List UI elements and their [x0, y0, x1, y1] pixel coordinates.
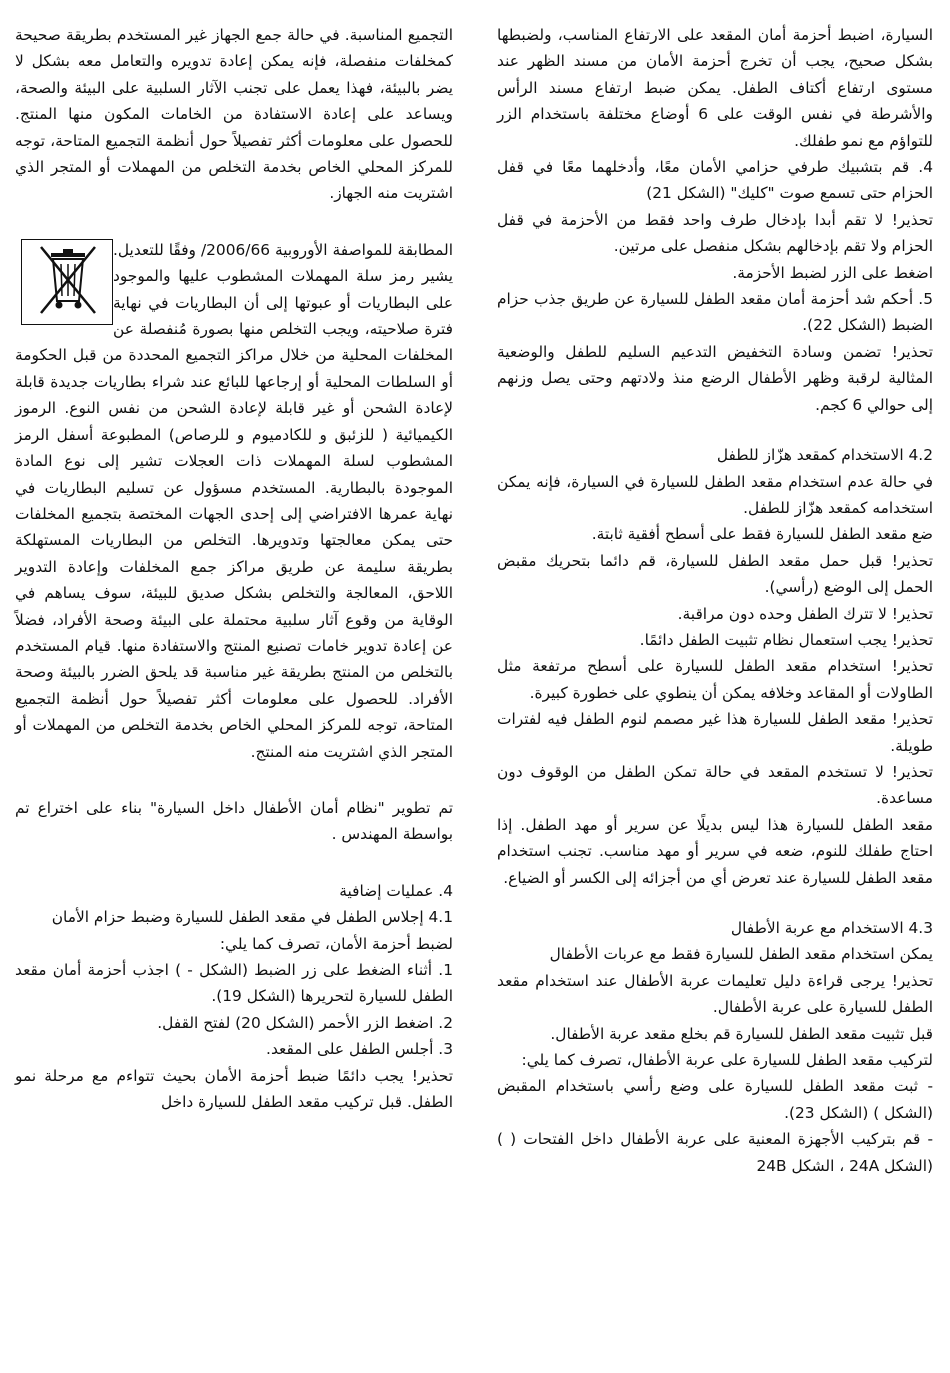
right-column: [497, 22, 933, 1179]
paragraph: يمكن استخدام مقعد الطفل للسيارة فقط مع عربات الأطفال: [549, 945, 933, 964]
paragraph: لتركيب مقعد الطفل للسيارة على عربة الأطفال، تصرف كما يلي:: [521, 1051, 933, 1070]
warning: تحذير! لا تستخدم المقعد في حالة تمكن الطفل من الوقوف دون مساعدة.: [497, 762, 933, 808]
warning: تحذير! مقعد الطفل للسيارة هذا غير مصمم لنوم الطفل فيه لفترات طويلة.: [497, 710, 933, 755]
paragraph: في حالة عدم استخدام مقعد الطفل للسيارة في السيارة، فإنه يمكن استخدامه كمقعد هزّاز للطفل.: [497, 472, 933, 517]
paragraph: التجميع المناسبة. في حالة جمع الجهاز غير المستخدم بطريقة صحيحة كمخلفات منفصلة، فإنه يمكن إعادة تدويره والتعامل معه بشكل لا يضر بالبيئة، فهذا يعمل على تجنب الآثار السلبية على البيئة والصحة، ويساعد على إعادة الاستفادة من الخامات المكون منها المنتج. للحصول على معلومات أكثر تفصيلاً حول أنظمة التجميع المتاحة، توجه للمركز المحلي الخاص بخدمة التخلص من المهملات أو المتجر الذي اشتريت منه الجهاز.: [15, 26, 453, 203]
warning: تحذير! لا تقم أبدا بإدخال طرف واحد فقط من الأحزمة في قفل الحزام ولا تقم بإدخالهم بشكل منفصل على مرتين.: [497, 210, 933, 256]
paragraph: مقعد الطفل للسيارة هذا ليس بديلًا عن سرير أو مهد الطفل. إذا احتاج طفلك للنوم، ضعه في سرير أو مهد مناسب. تجنب استخدام مقعد الطفل للسيارة عند تعرض أي من أجزائه إلى الكسر أو الضياع.: [497, 815, 933, 887]
warning: تحذير! قبل حمل مقعد الطفل للسيارة، قم دائما بتحريك مقبض الحمل إلى الوضع (رأسي).: [497, 551, 933, 597]
warning: تحذير! استخدام مقعد الطفل للسيارة على أسطح مرتفعة مثل الطاولات أو المقاعد وخلافه يمكن أن ينطوي على خطورة كبيرة.: [497, 657, 933, 702]
warning: تحذير! يجب دائمًا ضبط أحزمة الأمان بحيث تتواءم مع مرحلة نمو الطفل. قبل تركيب مقعد الطفل للسيارة داخل: [15, 1066, 453, 1112]
step-2: 2. اضغط الزر الأحمر (الشكل 20) لفتح القفل.: [157, 1013, 453, 1032]
paragraph: قبل تثبيت مقعد الطفل للسيارة قم بخلع مقعد عربة الأطفال.: [550, 1024, 933, 1043]
step-4: 4. قم بتشبيك طرفي حزامي الأمان معًا، وأدخلهما معًا في قفل الحزام حتى تسمع صوت "كليك" (الشكل 21): [497, 158, 933, 203]
list-item: - قم بتركيب الأجهزة المعنية على عربة الأطفال داخل الفتحات ( ) (الشكل 24A ، الشكل 24B: [497, 1130, 933, 1175]
step-5: 5. أحكم شد أحزمة أمان مقعد الطفل للسيارة عن طريق جذب حزام الضبط (الشكل 22).: [497, 290, 933, 335]
battery-disposal-section: [15, 237, 453, 765]
paragraph: اضغط على الزر لضبط الأحزمة.: [732, 263, 933, 282]
warning: تحذير! تضمن وسادة التخفيض التدعيم السليم للطفل والوضعية المثالية لرقبة وظهر الأطفال الرضع منذ ولادتهم وحتى يصل وزنهم إلى حوالي 6 كجم.: [497, 342, 933, 414]
warning: تحذير! لا تترك الطفل وحده دون مراقبة.: [677, 604, 933, 623]
paragraph: ضع مقعد الطفل للسيارة فقط على أسطح أفقية ثابتة.: [591, 525, 933, 544]
warning: تحذير! يجب استعمال نظام تثبيت الطفل دائمًا.: [639, 630, 933, 649]
paragraph: لضبط أحزمة الأمان، تصرف كما يلي:: [219, 934, 453, 953]
warning: تحذير! يرجى قراءة دليل تعليمات عربة الأطفال عند استخدام مقعد الطفل للسيارة على عربة الأطفال.: [497, 971, 933, 1017]
section-heading-4: 4. عمليات إضافية: [339, 881, 453, 900]
section-heading-4-1: 4.1 إجلاس الطفل في مقعد الطفل للسيارة وضبط حزام الأمان: [51, 908, 453, 927]
crossed-out-wheelie-bin-icon: [21, 239, 113, 325]
battery-disposal-paragraph: المطابقة للمواصفة الأوروبية 2006/66/ وفقًا للتعديل. يشير رمز سلة المهملات المشطوب عليها والموجود على البطاريات أو عبوتها إلى أن البطاريات في نهاية فترة صلاحيته، ويجب التخلص منها بصورة مُنفصلة عن المخلفات المحلية من خلال مراكز التجميع المحددة من قبل الحكومة أو السلطات المحلية أو إرجاعها للبائع عند شراء بطاريات جديدة قابلة لإعادة الشحن أو غير قابلة لإعادة الشحن من نفس النوع. الرموز الكيميائية ( للزئبق و للكادميوم و للرصاص) المطبوعة أسفل الرمز المشطوب لسلة المهملات ذات العجلات تشير إلى نوع المادة الموجودة بالبطارية. المستخدم مسؤول عن تسليم البطاريات في نهاية عمرها الافتراضي إلى إحدى الجهات المختصة بتجميع المخلفات حتى يمكن معالجتها وتدويرها. التخلص من البطاريات المستهلكة بطريقة سليمة عن طريق مراكز جمع المخلفات وإعادة التدوير اللاحق، المعالجة والتخلص بشكل صديق للبيئة، سوف يساهم في الوقاية من وقوع آثار سلبية محتملة على البيئة وصحة الأفراد، فضلاً عن إعادة تدوير خامات تصنيع المنتج والاستفادة منها. قيام المستخدم بالتخلص من المنتج بطريقة غير مناسبة قد يلحق الضرر بالبيئة وصحة الأفراد. للحصول على معلومات أكثر تفصيلاً حول أنظمة التجميع المتاحة، توجه للمركز المحلي الخاص بخدمة التخلص من المهملات أو المتجر الذي اشتريت منه المنتج.: [15, 240, 454, 761]
paragraph: تم تطوير "نظام أمان الأطفال داخل السيارة" بناء على اختراع تم بواسطة المهندس .: [15, 798, 453, 844]
step-3: 3. أجلس الطفل على المقعد.: [266, 1040, 453, 1059]
section-heading-4-2: 4.2 الاستخدام كمقعد هزّاز للطفل: [716, 446, 933, 465]
step-1: 1. أثناء الضغط على زر الضبط (الشكل - ) اجذب أحزمة أمان مقعد الطفل للسيارة لتحريرها (الشكل 19).: [15, 961, 453, 1006]
paragraph: السيارة، اضبط أحزمة أمان المقعد على الارتفاع المناسب، ولضبطها بشكل صحيح، يجب أن تخرج أحزمة الأمان من مسند الظهر عند مستوى ارتفاع أكتاف الطفل. يمكن ضبط ارتفاع مسند الرأس والأشرطة في نفس الوقت على 6 أوضاع مختلفة باستخدام الزر للتواؤم مع نمو طفلك.: [497, 26, 933, 150]
section-heading-4-3: 4.3 الاستخدام مع عربة الأطفال: [730, 919, 933, 937]
left-column: [15, 22, 453, 1115]
list-item: - ثبت مقعد الطفل للسيارة على وضع رأسي باستخدام المقبض (الشكل ) (الشكل 23).: [497, 1077, 933, 1122]
